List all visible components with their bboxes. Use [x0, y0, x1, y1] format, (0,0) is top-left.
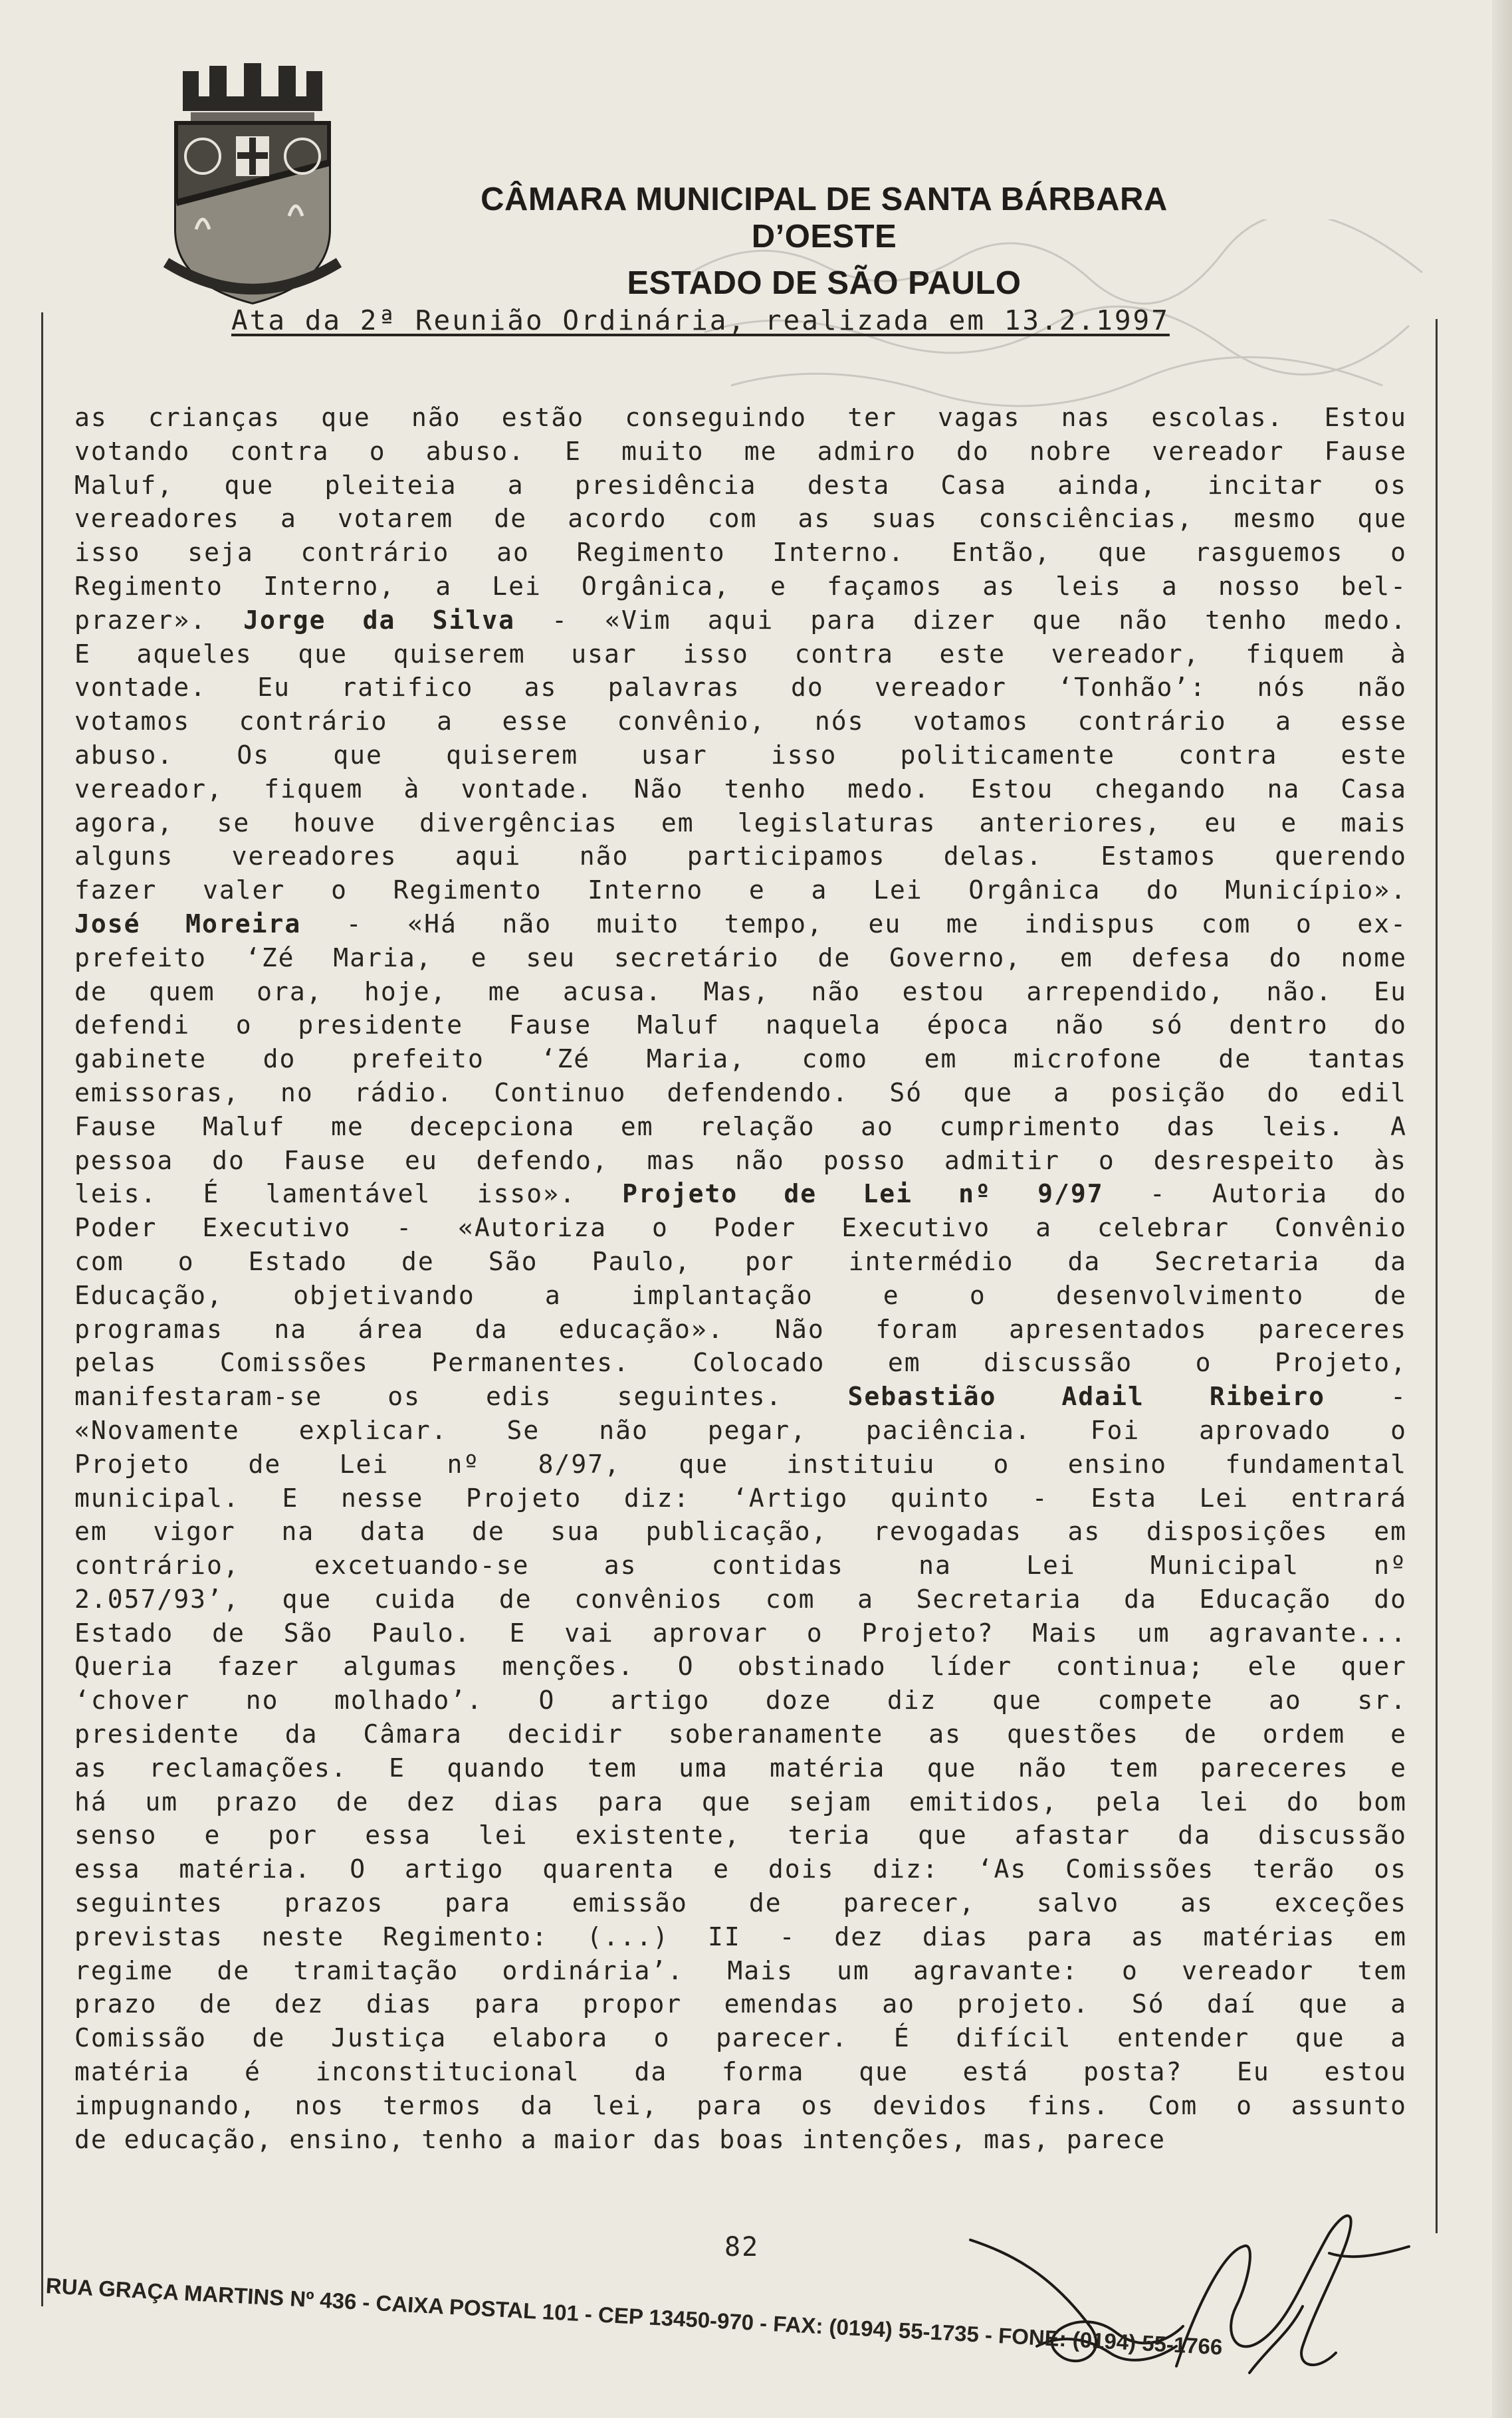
text-segment: gabinete do prefeito ‘Zé Maria, como em microfone de tantas — [74, 1044, 1407, 1074]
text-line — [74, 1245, 1407, 1279]
text-segment: Queria fazer algumas menções. O obstinado líder continua; ele quer — [74, 1652, 1407, 1682]
text-line — [74, 1987, 1407, 2021]
text-line — [74, 2055, 1407, 2089]
text-line — [74, 435, 1407, 469]
text-segment: essa matéria. O artigo quarenta e dois diz: ‘As Comissões terão os — [74, 1854, 1407, 1884]
text-line — [74, 1313, 1407, 1347]
text-segment: senso e por essa lei existente, teria que afastar da discussão — [74, 1820, 1407, 1850]
text-line — [74, 941, 1407, 975]
text-segment: há um prazo de dez dias para que sejam emitidos, pela lei do bom — [74, 1787, 1407, 1816]
text-line — [74, 1616, 1407, 1650]
text-line — [74, 1650, 1407, 1684]
text-line — [74, 873, 1407, 907]
page-number: 82 — [724, 2232, 760, 2262]
text-segment: municipal. E nesse Projeto diz: ‘Artigo quinto - Esta Lei entrará — [74, 1483, 1407, 1513]
text-segment: Projeto de Lei nº 8/97, que instituiu o ensino fundamental — [74, 1449, 1407, 1479]
text-line — [74, 806, 1407, 840]
text-segment: Fause Maluf me decepciona em relação ao cumprimento das leis. A — [74, 1111, 1407, 1141]
text-line — [74, 536, 1407, 570]
text-segment: matéria é inconstitucional da forma que está posta? Eu estou — [74, 2057, 1407, 2087]
text-segment: - «Há não muito tempo, eu me indispus com o ex- — [301, 909, 1407, 938]
text-line — [74, 738, 1407, 772]
text-segment: abuso. Os que quiserem usar isso politicamente contra este — [74, 740, 1407, 770]
text-line — [74, 1144, 1407, 1178]
text-line — [74, 469, 1407, 502]
text-segment: 2.057/93’, que cuida de convênios com a Secretaria da Educação do — [74, 1584, 1407, 1614]
speaker-name: José Moreira — [74, 909, 302, 938]
text-line — [74, 1515, 1407, 1549]
text-segment: prefeito ‘Zé Maria, e seu secretário de Governo, em defesa do nome — [74, 942, 1407, 972]
text-line — [74, 1211, 1407, 1245]
text-line — [74, 839, 1407, 873]
text-line — [74, 1482, 1407, 1515]
text-line — [74, 1008, 1407, 1042]
letterhead — [412, 181, 1236, 302]
text-segment: prazer». — [74, 605, 244, 635]
page-edge — [1492, 0, 1512, 2418]
text-line — [74, 2123, 1407, 2157]
text-line — [74, 975, 1407, 1009]
text-segment: impugnando, nos termos da lei, para os devidos fins. Com o assunto — [74, 2090, 1407, 2120]
text-line — [74, 1279, 1407, 1313]
state-name: ESTADO DE SÃO PAULO — [627, 265, 1022, 301]
text-segment: alguns vereadores aqui não participamos delas. Estamos querendo — [74, 841, 1407, 871]
text-line — [74, 671, 1407, 705]
text-line — [74, 401, 1407, 435]
text-segment: de quem ora, hoje, me acusa. Mas, não estou arrependido, não. Eu — [74, 976, 1407, 1006]
minutes-body — [74, 401, 1407, 2156]
left-margin-rule — [41, 312, 43, 2306]
text-line — [74, 1380, 1407, 1414]
text-segment: com o Estado de São Paulo, por intermédio da Secretaria da — [74, 1246, 1407, 1276]
text-segment: pelas Comissões Permanentes. Colocado em discussão o Projeto, — [74, 1348, 1407, 1378]
text-segment: vereador, fiquem à vontade. Não tenho medo. Estou chegando na Casa — [74, 774, 1407, 804]
speaker-name: Projeto de Lei nº 9/97 — [622, 1179, 1104, 1209]
text-line — [74, 1076, 1407, 1110]
text-segment: programas na área da educação». Não foram apresentados pareceres — [74, 1314, 1407, 1344]
text-line — [74, 2021, 1407, 2055]
text-segment: E aqueles que quiserem usar isso contra este vereador, fiquem à — [74, 639, 1407, 669]
coat-of-arms-icon — [156, 63, 349, 316]
text-segment: previstas neste Regimento: (...) II - dez dias para as matérias em — [74, 1922, 1407, 1951]
right-margin-rule — [1436, 319, 1438, 2233]
text-line — [74, 1785, 1407, 1819]
text-line — [74, 2089, 1407, 2123]
text-segment: Comissão de Justiça elabora o parecer. É difícil entender que a — [74, 2023, 1407, 2053]
text-line — [74, 1042, 1407, 1076]
text-line — [74, 1583, 1407, 1616]
text-segment: as reclamações. E quando tem uma matéria que não tem pareceres e — [74, 1753, 1407, 1783]
text-segment: Maluf, que pleiteia a presidência desta Casa ainda, incitar os — [74, 470, 1407, 500]
text-segment: Estado de São Paulo. E vai aprovar o Projeto? Mais um agravante... — [74, 1618, 1407, 1648]
text-line — [74, 1448, 1407, 1482]
text-segment: agora, se houve divergências em legislaturas anteriores, eu e mais — [74, 808, 1407, 837]
text-segment: manifestaram-se os edis seguintes. — [74, 1382, 848, 1412]
text-line — [74, 1110, 1407, 1144]
text-line — [74, 1920, 1407, 1954]
speaker-name: Sebastião Adail Ribeiro — [847, 1382, 1326, 1412]
text-segment: fazer valer o Regimento Interno e a Lei Orgânica do Município». — [74, 875, 1407, 905]
text-segment: «Novamente explicar. Se não pegar, paciência. Foi aprovado o — [74, 1415, 1407, 1445]
text-line — [74, 502, 1407, 536]
text-segment: vontade. Eu ratifico as palavras do vereador ‘Tonhão’: nós não — [74, 673, 1407, 703]
text-segment: isso seja contrário ao Regimento Interno. Então, que rasguemos o — [74, 538, 1407, 568]
text-segment: ‘chover no molhado’. O artigo doze diz que compete ao sr. — [74, 1686, 1407, 1715]
document-title: Ata da 2ª Reunião Ordinária, realizada em 13.2.1997 — [231, 304, 1170, 336]
text-segment: regime de tramitação ordinária’. Mais um agravante: o vereador tem — [74, 1955, 1407, 1985]
text-segment: leis. É lamentável isso». — [74, 1179, 623, 1209]
text-segment: - — [1325, 1382, 1407, 1412]
text-segment: Educação, objetivando a implantação e o desenvolvimento de — [74, 1280, 1407, 1310]
text-line — [74, 604, 1407, 637]
text-line — [74, 1852, 1407, 1886]
text-segment: Poder Executivo - «Autoriza o Poder Executivo a celebrar Convênio — [74, 1213, 1407, 1243]
institution-name: CÂMARA MUNICIPAL DE SANTA BÁRBARA D’OESTE — [481, 181, 1168, 255]
text-segment: prazo de dez dias para propor emendas ao projeto. Só daí que a — [74, 1989, 1407, 2019]
text-line — [74, 1414, 1407, 1448]
text-line — [74, 1684, 1407, 1717]
text-line — [74, 705, 1407, 738]
text-segment: vereadores a votarem de acordo com as suas consciências, mesmo que — [74, 504, 1407, 534]
text-line — [74, 1818, 1407, 1852]
footer-address: RUA GRAÇA MARTINS Nº 436 - CAIXA POSTAL 101 - CEP 13450-970 - FAX: (0194) 55-1735 - FONE: (0194) 55-1766 — [45, 2273, 1224, 2360]
text-segment: em vigor na data de sua publicação, revogadas as disposições em — [74, 1517, 1407, 1547]
text-line — [74, 907, 1407, 941]
text-segment: - Autoria do — [1103, 1179, 1407, 1209]
text-line — [74, 1177, 1407, 1211]
text-line — [74, 1751, 1407, 1785]
text-line — [74, 1717, 1407, 1751]
text-segment: pessoa do Fause eu defendo, mas não posso admitir o desrespeito às — [74, 1145, 1407, 1175]
text-line — [74, 1954, 1407, 1988]
text-segment: Regimento Interno, a Lei Orgânica, e façamos as leis a nosso bel- — [74, 571, 1407, 601]
text-line — [74, 772, 1407, 806]
text-segment: de educação, ensino, tenho a maior das boas intenções, mas, parece — [74, 2124, 1166, 2154]
text-line — [74, 1886, 1407, 1920]
text-segment: votamos contrário a esse convênio, nós votamos contrário a esse — [74, 707, 1407, 736]
text-line — [74, 637, 1407, 671]
text-segment: emissoras, no rádio. Continuo defendendo. Só que a posição do edil — [74, 1077, 1407, 1107]
text-segment: seguintes prazos para emissão de parecer, salvo as exceções — [74, 1888, 1407, 1918]
text-segment: defendi o presidente Fause Maluf naquela época não só dentro do — [74, 1010, 1407, 1040]
text-line — [74, 1346, 1407, 1380]
speaker-name: Jorge da Silva — [243, 605, 515, 635]
text-segment: as crianças que não estão conseguindo ter vagas nas escolas. Estou — [74, 403, 1407, 432]
text-segment: contrário, excetuando-se as contidas na Lei Municipal nº — [74, 1551, 1407, 1581]
text-line — [74, 1549, 1407, 1583]
text-line — [74, 570, 1407, 604]
text-segment: votando contra o abuso. E muito me admiro do nobre vereador Fause — [74, 436, 1407, 466]
text-segment: presidente da Câmara decidir soberanamente as questões de ordem e — [74, 1719, 1407, 1749]
text-segment: - «Vim aqui para dizer que não tenho medo. — [514, 605, 1407, 635]
